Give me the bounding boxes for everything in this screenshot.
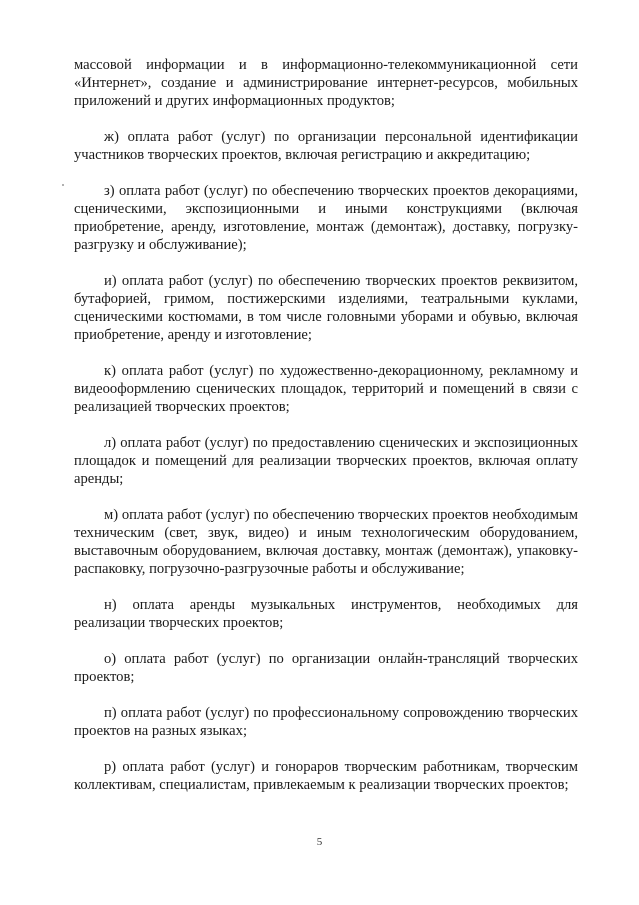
paragraph-item-l: л) оплата работ (услуг) по предоставлению сценических и экспозиционных площадок и помещений для реализации творческих проектов, включая оплату аренды; [74,435,578,487]
paragraph-item-k: к) оплата работ (услуг) по художественно-декорационному, рекламному и видеооформлению сценических площадок, территорий и помещений в связи с реализацией творческих проектов; [74,363,578,415]
paragraph-item-zh: ж) оплата работ (услуг) по организации персональной идентификации участников творческих проектов, включая регистрацию и аккредитацию; [74,129,578,163]
paragraph-item-m: м) оплата работ (услуг) по обеспечению творческих проектов необходимым техническим (свет, звук, видео) и иным технологическим оборудованием, выставочным оборудованием, включая доставку, монтаж (демонтаж), упаковку-распаковку, погрузочно-разгрузочные работы и обслуживание; [74,507,578,577]
paragraph-gap [74,416,578,434]
paragraph-item-p: п) оплата работ (услуг) по профессиональному сопровождению творческих проектов на разных языках; [74,705,578,739]
paragraph-gap [74,578,578,596]
paragraph-gap [74,254,578,272]
paragraph-gap [74,344,578,362]
paragraph-gap [74,164,578,182]
paragraph-intro-continuation: массовой информации и в информационно-телекоммуникационной сети «Интернет», создание и администрирование интернет-ресурсов, мобильных приложений и других информационных продуктов; [74,57,578,109]
paragraph-gap [74,686,578,704]
paragraph-item-n: н) оплата аренды музыкальных инструментов, необходимых для реализации творческих проектов; [74,597,578,631]
paragraph-gap [74,110,578,128]
paragraph-item-o: о) оплата работ (услуг) по организации онлайн-трансляций творческих проектов; [74,651,578,685]
page-number: 5 [316,836,323,848]
document-body [74,56,578,794]
paragraph-gap [74,632,578,650]
paragraph-item-z: з) оплата работ (услуг) по обеспечению творческих проектов декорациями, сценическими, экспозиционными и иными конструкциями (включая приобретение, аренду, изготовление, монтаж (демонтаж), доставку, погрузку-разгрузку и обслуживание); [74,183,578,253]
scan-speck [62,184,64,186]
paragraph-gap [74,488,578,506]
paragraph-item-r: р) оплата работ (услуг) и гонораров творческим работникам, творческим коллективам, специалистам, привлекаемым к реализации творческих проектов; [74,759,578,793]
paragraph-item-i: и) оплата работ (услуг) по обеспечению творческих проектов реквизитом, бутафорией, гримом, постижерскими изделиями, театральными куклами, сценическими костюмами, в том числе головными уборами и обувью, включая приобретение, аренду и изготовление; [74,273,578,343]
paragraph-gap [74,740,578,758]
